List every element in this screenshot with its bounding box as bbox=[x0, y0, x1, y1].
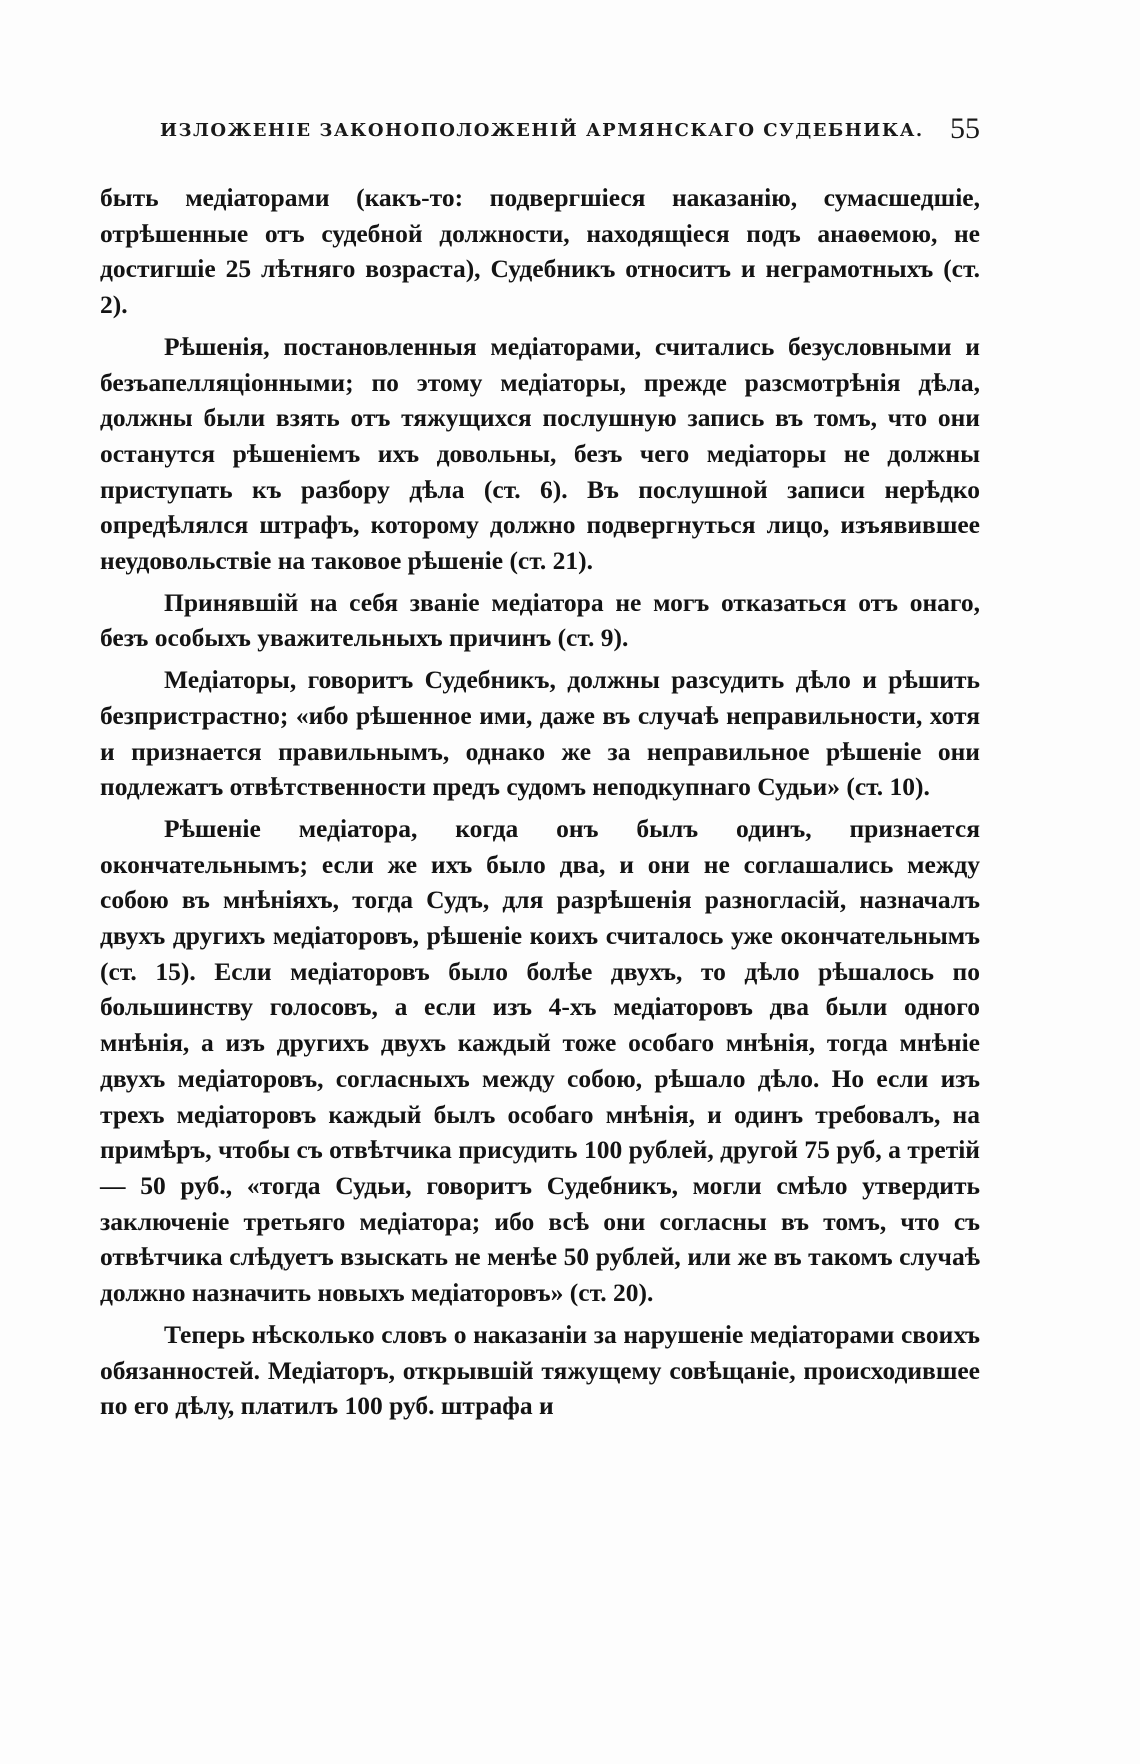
body-text bbox=[100, 180, 980, 1430]
paragraph: Медіаторы, говоритъ Судебникъ, должны разсудить дѣло и рѣшить безпристрастно; «ибо рѣшенное ими, даже въ случаѣ неправильности, хотя и признается правильнымъ, однако же за неправильное рѣшеніе они подлежатъ отвѣтственности предъ судомъ неподкупнаго Судьи» (ст. 10). bbox=[100, 665, 980, 802]
paragraph: Рѣшенія, постановленныя медіаторами, считались безусловными и безъапелляціонными; по этому медіаторы, прежде разсмотрѣнія дѣла, должны были взять отъ тяжущихся послушную запись въ томъ, что они останутся рѣшеніемъ ихъ довольны, безъ чего медіаторы не должны приступать къ разбору дѣла (ст. 6). Въ послушной записи нерѣдко опредѣлялся штрафъ, которому должно подвергнуться лицо, изъявившее неудовольствіе на таковое рѣшеніе (ст. 21). bbox=[100, 331, 980, 576]
running-title: ИЗЛОЖЕНІЕ ЗАКОНОПОЛОЖЕНІЙ АРМЯНСКАГО СУДЕБНИКА. bbox=[160, 120, 924, 141]
paragraph: Теперь нѣсколько словъ о наказаніи за нарушеніе медіаторами своихъ обязанностей. Медіаторъ, открывшій тяжущему совѣщаніе, происходившее по его дѣлу, платилъ 100 руб. штрафа и bbox=[100, 1319, 980, 1421]
paragraph-continuation: быть медіаторами (какъ-то: подвергшіеся наказанію, сумасшедшіе, отрѣшенные отъ судебной должности, находящіеся подъ анаѳемою, не достигшіе 25 лѣтняго возраста), Судебникъ относитъ и неграмотныхъ (ст. 2). bbox=[100, 183, 980, 320]
paragraph: Принявшій на себя званіе медіатора не могъ отказаться отъ онаго, безъ особыхъ уважительныхъ причинъ (ст. 9). bbox=[100, 587, 980, 653]
paragraph: Рѣшеніе медіатора, когда онъ былъ одинъ, признается окончательнымъ; если же ихъ было два, и они не соглашались между собою въ мнѣніяхъ, тогда Судъ, для разрѣшенія разногласій, назначалъ двухъ другихъ медіаторовъ, рѣшеніе коихъ считалось уже окончательнымъ (ст. 15). Если медіаторовъ было болѣе двухъ, то дѣло рѣшалось по большинству голосовъ, а если изъ 4-хъ медіаторовъ два были одного мнѣнія, а изъ другихъ двухъ каждый тоже особаго мнѣнія, тогда мнѣніе двухъ медіаторовъ, согласныхъ между собою, рѣшало дѣло. Но если изъ трехъ медіаторовъ каждый былъ особаго мнѣнія, и одинъ требовалъ, на примѣръ, чтобы съ отвѣтчика присудить 100 рублей, другой 75 руб, а третій— 50 руб., «тогда Судьи, говоритъ Судебникъ, могли смѣло утвердить заключеніе третьяго медіатора; ибо всѣ они согласны въ томъ, что съ отвѣтчика слѣдуетъ взыскать не менѣе 50 рублей, или же въ такомъ случаѣ должно назначить новыхъ медіаторовъ» (ст. 20). bbox=[100, 813, 980, 1308]
page-number: 55 bbox=[950, 112, 980, 145]
running-head bbox=[160, 112, 980, 152]
